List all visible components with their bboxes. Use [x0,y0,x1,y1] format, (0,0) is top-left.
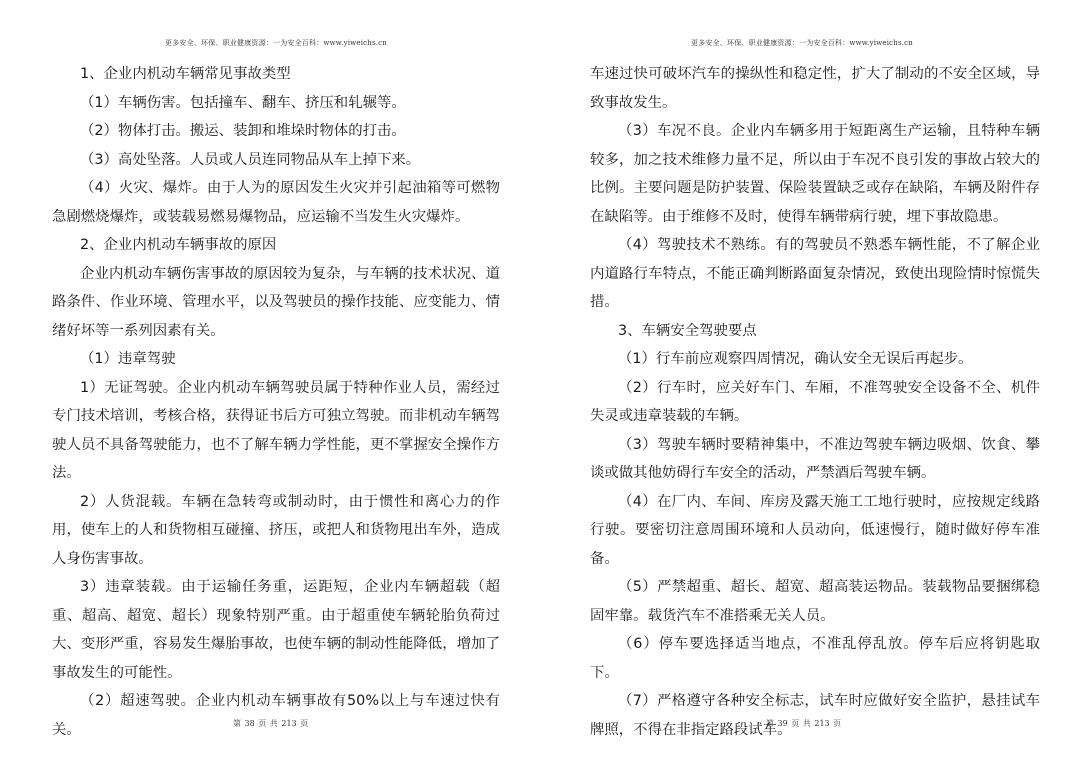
paragraph: （1）车辆伤害。包括撞车、翻车、挤压和轧辗等。 [80,94,406,111]
paragraph: （7）严格遵守各种安全标志，试车时应做好安全监护，悬挂试车牌照，不得在非指定路段试车。 [590,693,1040,738]
page-header: 更多安全、环保、职业健康资源：一为安全百科：www.yiweichs.cn [691,39,914,47]
section-heading: 3、车辆安全驾驶要点 [618,322,757,339]
page-body [590,60,1040,744]
paragraph: 车速过快可破坏汽车的操纵性和稳定性，扩大了制动的不安全区域，导致事故发生。 [590,66,1040,111]
paragraph: （4）驾驶技术不熟练。有的驾驶员不熟悉车辆性能，不了解企业内道路行车特点，不能正确判断路面复杂情况，致使出现险情时惊慌失措。 [590,237,1040,310]
section-heading: 1、企业内机动车辆常见事故类型 [80,66,291,82]
paragraph: （2）行车时，应关好车门、车厢，不准驾驶安全设备不全、机件失灵或违章装载的车辆。 [590,379,1040,424]
page-footer: 第 39 页 共 213 页 [766,719,842,728]
paragraph: （1）行车前应观察四周情况，确认安全无误后再起步。 [618,351,973,367]
section-heading: 2、企业内机动车辆事故的原因 [80,237,277,253]
paragraph: （4）在厂内、车间、库房及露天施工工地行驶时，应按规定线路行驶。要密切注意周围环境和人员动向，低速慢行，随时做好停车准备。 [590,493,1040,567]
paragraph: 1）无证驾驶。企业内机动车辆驾驶员属于特种作业人员，需经过专门技术培训，考核合格，获得证书后方可独立驾驶。而非机动车辆驾驶人员不具备驾驶能力，也不了解车辆力学性能，更不掌握安全操作方法。 [52,379,500,481]
paragraph: （3）高处坠落。人员或人员连同物品从车上掉下来。 [80,151,421,168]
paragraph: （6）停车要选择适当地点，不准乱停乱放。停车后应将钥匙取下。 [590,636,1040,681]
right-page [540,0,1080,763]
paragraph: 2）人货混载。车辆在急转弯或制动时，由于惯性和离心力的作用，使车上的人和货物相互碰撞、挤压，或把人和货物甩出车外，造成人身伤害事故。 [52,493,500,567]
paragraph: （3）驾驶车辆时要精神集中，不准边驾驶车辆边吸烟、饮食、攀谈或做其他妨碍行车安全的活动，严禁酒后驾驶车辆。 [590,436,1040,481]
page-footer: 第 38 页 共 213 页 [233,719,309,728]
paragraph: 3）违章装载。由于运输任务重，运距短，企业内车辆超载（超重、超高、超宽、超长）现象特别严重。由于超重使车辆轮胎负荷过大、变形严重，容易发生爆胎事故，也使车辆的制动性能降低，增加了事故发生的可能性。 [52,579,500,681]
paragraph: （5）严禁超重、超长、超宽、超高装运物品。装载物品要捆绑稳固牢靠。载货汽车不准搭乘无关人员。 [590,579,1040,624]
paragraph: （4）火灾、爆炸。由于人为的原因发生火灾并引起油箱等可燃物急剧燃烧爆炸，或装载易燃易爆物品，应运输不当发生火灾爆炸。 [52,180,500,225]
paragraph: 企业内机动车辆伤害事故的原因较为复杂，与车辆的技术状况、道路条件、作业环境、管理水平，以及驾驶员的操作技能、应变能力、情绪好坏等一系列因素有关。 [52,265,500,339]
paragraph: （3）车况不良。企业内车辆多用于短距离生产运输，且特种车辆较多，加之技术维修力量不足，所以由于车况不良引发的事故占较大的比例。主要问题是防护装置、保险装置缺乏或存在缺陷，车辆及附件存在缺陷等。由于维修不及时，使得车辆带病行驶，埋下事故隐患。 [590,123,1040,225]
page-header: 更多安全、环保、职业健康资源：一为安全百科：www.yiweichs.cn [165,39,388,47]
paragraph: （2）超速驾驶。企业内机动车辆事故有50%以上与车速过快有关。 [52,693,500,738]
paragraph: （2）物体打击。搬运、装卸和堆垛时物体的打击。 [80,123,406,139]
page-body [52,60,500,744]
subsection-heading: （1）违章驾驶 [80,351,176,367]
